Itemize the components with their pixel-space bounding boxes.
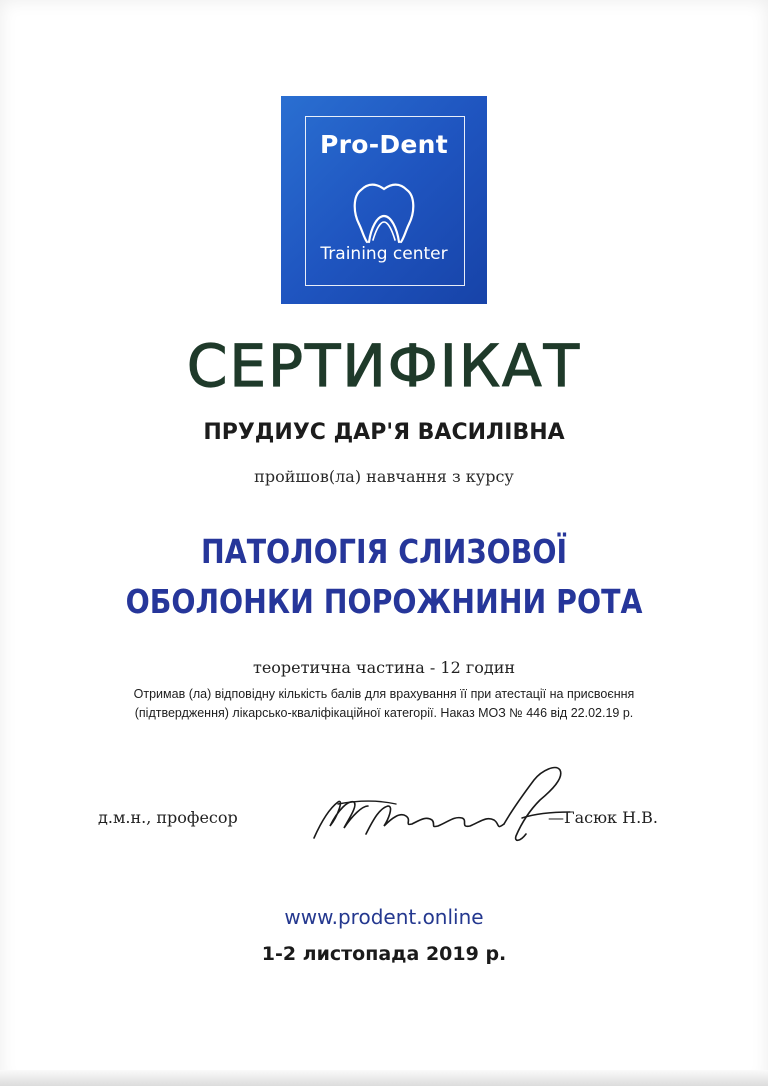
course-title <box>54 527 714 627</box>
accreditation-note <box>90 685 678 723</box>
accreditation-note-line-1: Отримав (ла) відповідну кількість балів для врахування її при атестації на присвоєння <box>133 687 635 701</box>
logo-subtitle: Training center <box>320 244 448 264</box>
handwritten-signature <box>308 760 578 850</box>
tooth-icon <box>347 172 421 246</box>
completed-text: пройшов(ла) навчання з курсу <box>254 467 514 486</box>
website-url: www.prodent.online <box>284 905 484 929</box>
recipient-name: ПРУДИУС ДАР'Я ВАСИЛІВНА <box>203 420 565 445</box>
signatory-title: д.м.н., професор <box>98 808 238 827</box>
signatory-name: —Гасюк Н.В. <box>548 808 658 827</box>
accreditation-note-line-2: (підтвердження) лікарсько-кваліфікаційної категорії. Наказ МОЗ № 446 від 22.02.19 р. <box>134 706 634 720</box>
certificate-title: СЕРТИФІКАТ <box>186 332 582 400</box>
course-title-line-2: ОБОЛОНКИ ПОРОЖНИНИ РОТА <box>125 582 643 621</box>
course-title-line-1: ПАТОЛОГІЯ СЛИЗОВОЇ <box>200 532 568 571</box>
page-bottom-edge <box>0 1070 768 1086</box>
certificate-date: 1-2 листопада 2019 р. <box>261 943 507 965</box>
prodent-logo <box>281 96 487 304</box>
logo-brand: Pro-Dent <box>319 130 449 159</box>
hours-text: теоретична частина - 12 годин <box>252 658 516 677</box>
